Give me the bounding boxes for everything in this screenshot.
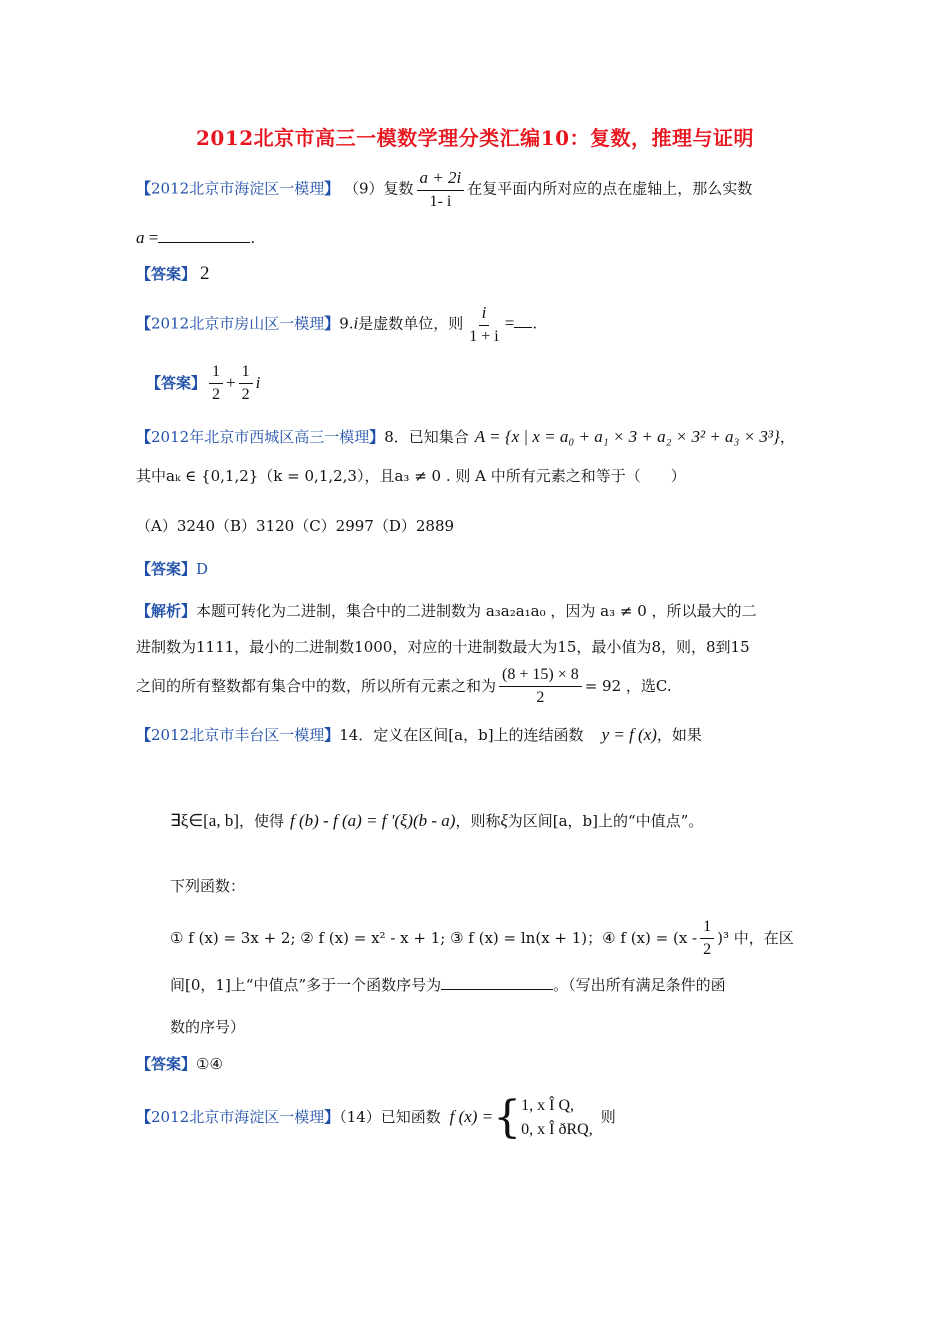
fraction: $\frac{1}{2}$: [209, 363, 223, 405]
answer-blank: [441, 989, 553, 990]
answer-line: 【答案】D: [136, 560, 209, 578]
question-source: 2012北京市海淀区一模理: [151, 179, 325, 198]
answer-value: ①④: [196, 1055, 223, 1073]
analysis-line: 进制数为1111，最小的二进制数1000，对应的十进制数最大为15，最小值为8，则，8到15: [136, 638, 750, 656]
question-5-line: 【2012北京市海淀区一模理】（14）已知函数 f (x) ={ 1, x Î Q, 0, x Î ðRQ, 则: [136, 1092, 616, 1143]
answer-line: 【答案】 2: [136, 263, 210, 284]
question-source: 2012北京市海淀区一模理: [151, 1108, 325, 1126]
question-text: 下列函数：: [170, 877, 246, 895]
fraction: $\frac{1}{2}$: [239, 363, 253, 405]
source-close-bracket: 】: [324, 179, 340, 198]
analysis-label: 解析: [151, 602, 182, 620]
question-1-line: [136, 168, 752, 211]
answer-blank: [514, 327, 532, 328]
analysis-line: 之间的所有整数都有集合中的数，所以所有元素之和为 $\frac{(8 + 15) \times 8}{2}$ = 92 ，选C.: [136, 666, 672, 707]
piecewise-cases: 1, x Î Q, 0, x Î ðRQ,: [521, 1097, 593, 1138]
brace-symbol: {: [493, 1092, 522, 1143]
question-source: 2012北京市房山区一模理: [151, 314, 325, 333]
question-3-line: 【2012年北京市西城区高三一模理】8．已知集合 A = {x | x = a₀ + a₁ × 3 + a₂ × 3² + a₃ × 3³}，: [136, 427, 795, 446]
question-2-line: 【2012北京市房山区一模理】9.i是虚数单位，则 $\frac{i}{1 + i}$ = .: [136, 303, 538, 345]
fraction: $\frac{1}{2}$: [700, 918, 714, 960]
answer-value: D: [196, 560, 209, 578]
question-text: 间[0，1]上“中值点”多于一个函数序号为 。（写出所有满足条件的函: [170, 976, 726, 994]
source-open-bracket: 【: [136, 179, 152, 198]
options: （A）3240（B）3120（C）2997（D）2889: [136, 517, 455, 535]
question-text: ∃ξ∈[a, b]，使得 f (b) - f (a) = f '(ξ)(b - a)，则称ξ为区间[a，b]上的“中值点”。: [170, 811, 704, 830]
answer-line: 【答案】①④: [136, 1055, 223, 1073]
analysis-line: 【解析】本题可转化为二进制，集合中的二进制数为 a₃a₂a₁a₀ ，因为 a₃ ≠ 0 ，所以最大的二: [136, 602, 757, 620]
question-text: 其中aₖ ∈ {0,1,2}（k = 0,1,2,3），且a₃ ≠ 0 . 则 A 中所有元素之和等于（ ）: [136, 467, 686, 485]
question-text: ① f (x) = 3x + 2; ② f (x) = x² - x + 1; ③ f (x) = ln(x + 1)；④ f (x) = (x - $\frac{1}{2}$ )³ 中，在区: [170, 918, 794, 959]
page-title: 2012北京市高三一模数学理分类汇编10：复数，推理与证明: [196, 126, 754, 150]
question-text: 数的序号）: [170, 1018, 246, 1036]
question-4-line: 【2012北京市丰台区一模理】14．定义在区间[a，b]上的连结函数 y = f (x)，如果: [136, 725, 702, 744]
answer-blank: [158, 242, 250, 243]
question-text: 在复平面内所对应的点在虚轴上，那么实数: [467, 179, 753, 198]
fraction: $\frac{(8 + 15) \times 8}{2}$: [499, 666, 582, 708]
question-source: 2012北京市丰台区一模理: [151, 726, 325, 744]
answer-blank-line: a = .: [136, 228, 256, 247]
question-source: 2012年北京市西城区高三一模理: [151, 428, 370, 446]
fraction: $\frac{a + 2i}{1- i}$: [417, 168, 465, 211]
answer-label: 答案: [151, 265, 182, 283]
answer-value: 2: [200, 263, 210, 284]
question-text: （9）复数: [344, 179, 414, 198]
fraction: $\frac{i}{1 + i}$: [469, 303, 499, 345]
answer-line: 【答案】 $\frac{1}{2}$ + $\frac{1}{2}$ i: [146, 363, 261, 404]
